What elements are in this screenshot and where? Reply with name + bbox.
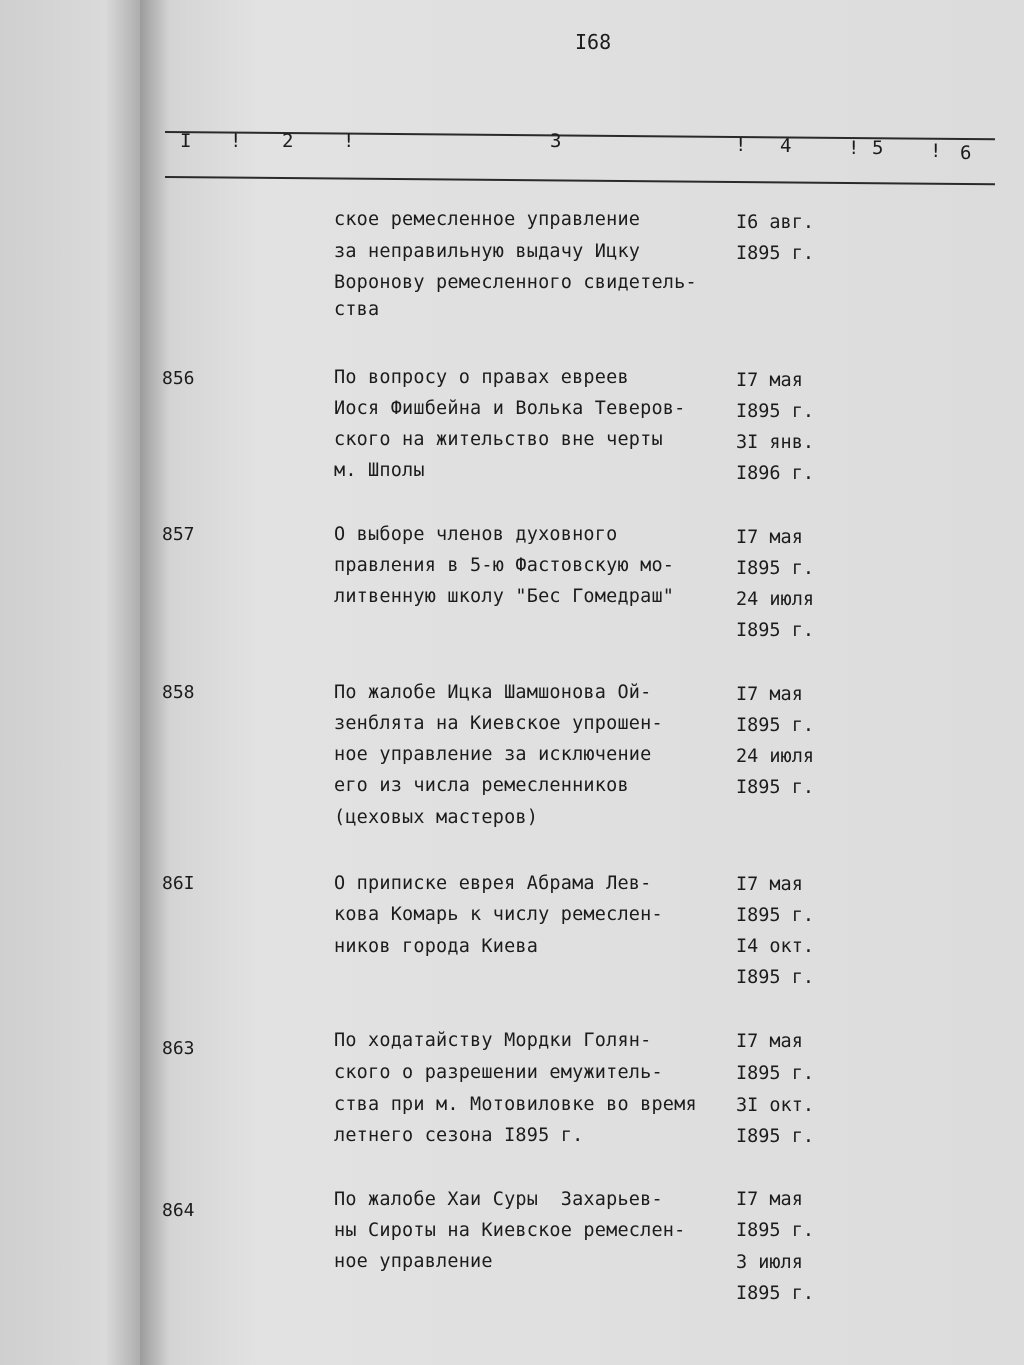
entry-text-line: По ходатайству Мордки Голян- bbox=[334, 1030, 652, 1051]
entry-text-line: (цеховых мастеров) bbox=[334, 807, 539, 828]
column-header-3: 3 bbox=[550, 130, 562, 152]
entry-date: I895 г. bbox=[736, 558, 814, 579]
column-header-1: I bbox=[180, 130, 192, 152]
entry-number: 863 bbox=[162, 1038, 195, 1059]
entry-date: I7 мая bbox=[736, 527, 803, 548]
entry-text-line: ства при м. Мотовиловке во время bbox=[334, 1094, 697, 1115]
entry-date: I895 г. bbox=[736, 1283, 814, 1304]
entry-date: 3I янв. bbox=[736, 432, 814, 453]
entry-text-line: его из числа ремесленников bbox=[334, 775, 629, 796]
entry-text-line: О выборе членов духовного bbox=[334, 524, 618, 545]
column-header-6: 6 bbox=[960, 142, 972, 164]
entry-text-line: По вопросу о правах евреев bbox=[334, 367, 629, 388]
entry-date: I895 г. bbox=[736, 620, 814, 641]
facing-page bbox=[0, 0, 150, 1365]
column-separator: ! bbox=[735, 134, 747, 156]
entry-date: I895 г. bbox=[736, 1220, 814, 1241]
entry-number: 856 bbox=[162, 368, 195, 389]
entry-text-line: кова Комарь к числу ремеслен- bbox=[334, 904, 663, 925]
entry-date: I895 г. bbox=[736, 777, 814, 798]
entry-text-line: ского на жительство вне черты bbox=[334, 429, 663, 450]
entry-text-line: ное управление bbox=[334, 1251, 493, 1272]
entry-date: I7 мая bbox=[736, 874, 803, 895]
entry-text-line: зенблята на Киевское упрошен- bbox=[334, 713, 663, 734]
entry-text-line: ского о разрешении емужитель- bbox=[334, 1062, 663, 1083]
entry-date: I896 г. bbox=[736, 463, 814, 484]
entry-text-line: литвенную школу "Бес Гомедраш" bbox=[334, 586, 675, 607]
entry-date: 24 июля bbox=[736, 746, 814, 767]
entry-number: 858 bbox=[162, 682, 195, 703]
entry-date: I7 мая bbox=[736, 684, 803, 705]
entry-date: I895 г. bbox=[736, 967, 814, 988]
entry-text-line: ства bbox=[334, 299, 380, 320]
entry-text-line: О приписке еврея Абрама Лев- bbox=[334, 873, 652, 894]
column-header-2: 2 bbox=[282, 130, 294, 152]
entry-text-line: летнего сезона I895 г. bbox=[334, 1125, 584, 1146]
entry-date: 24 июля bbox=[736, 589, 814, 610]
entry-date: I6 авг. bbox=[736, 212, 814, 233]
column-separator: ! bbox=[848, 137, 860, 159]
entry-text-line: ников города Киева bbox=[334, 936, 539, 957]
entry-text-line: правления в 5-ю Фастовскую мо- bbox=[334, 555, 675, 576]
entry-number: 857 bbox=[162, 524, 195, 545]
entry-text-line: ны Сироты на Киевское ремеслен- bbox=[334, 1220, 686, 1241]
entry-number: 86I bbox=[162, 873, 195, 894]
column-separator: ! bbox=[230, 130, 242, 152]
entry-date: I895 г. bbox=[736, 1126, 814, 1147]
entry-number: 864 bbox=[162, 1200, 195, 1221]
entry-text-line: По жалобе Хаи Суры Захарьев- bbox=[334, 1189, 663, 1210]
entry-date: I7 мая bbox=[736, 1189, 803, 1210]
entry-text-line: Воронову ремесленного свидетель- bbox=[334, 272, 697, 293]
entry-date: I7 мая bbox=[736, 370, 803, 391]
entry-date: I895 г. bbox=[736, 905, 814, 926]
entry-text-line: за неправильную выдачу Ицку bbox=[334, 241, 641, 262]
entry-text-line: По жалобе Ицка Шамшонова Ой- bbox=[334, 682, 652, 703]
entry-date: I895 г. bbox=[736, 401, 814, 422]
entry-text-line: Иося Фишбейна и Волька Теверов- bbox=[334, 398, 686, 419]
page-number: I68 bbox=[575, 30, 612, 54]
entry-date: I895 г. bbox=[736, 243, 814, 264]
entry-date: 3I окт. bbox=[736, 1095, 814, 1116]
column-header-4: 4 bbox=[780, 135, 792, 157]
entry-text-line: м. Шполы bbox=[334, 460, 425, 481]
entry-date: 3 июля bbox=[736, 1252, 803, 1273]
entry-date: I895 г. bbox=[736, 1063, 814, 1084]
column-separator: ! bbox=[343, 130, 355, 152]
entry-text-line: ное управление за исключение bbox=[334, 744, 652, 765]
entry-date: I4 окт. bbox=[736, 936, 814, 957]
column-separator: ! bbox=[930, 140, 942, 162]
column-header-5: 5 bbox=[872, 137, 884, 159]
entry-text-line: ское ремесленное управление bbox=[334, 209, 641, 230]
entry-date: I895 г. bbox=[736, 715, 814, 736]
entry-date: I7 мая bbox=[736, 1031, 803, 1052]
